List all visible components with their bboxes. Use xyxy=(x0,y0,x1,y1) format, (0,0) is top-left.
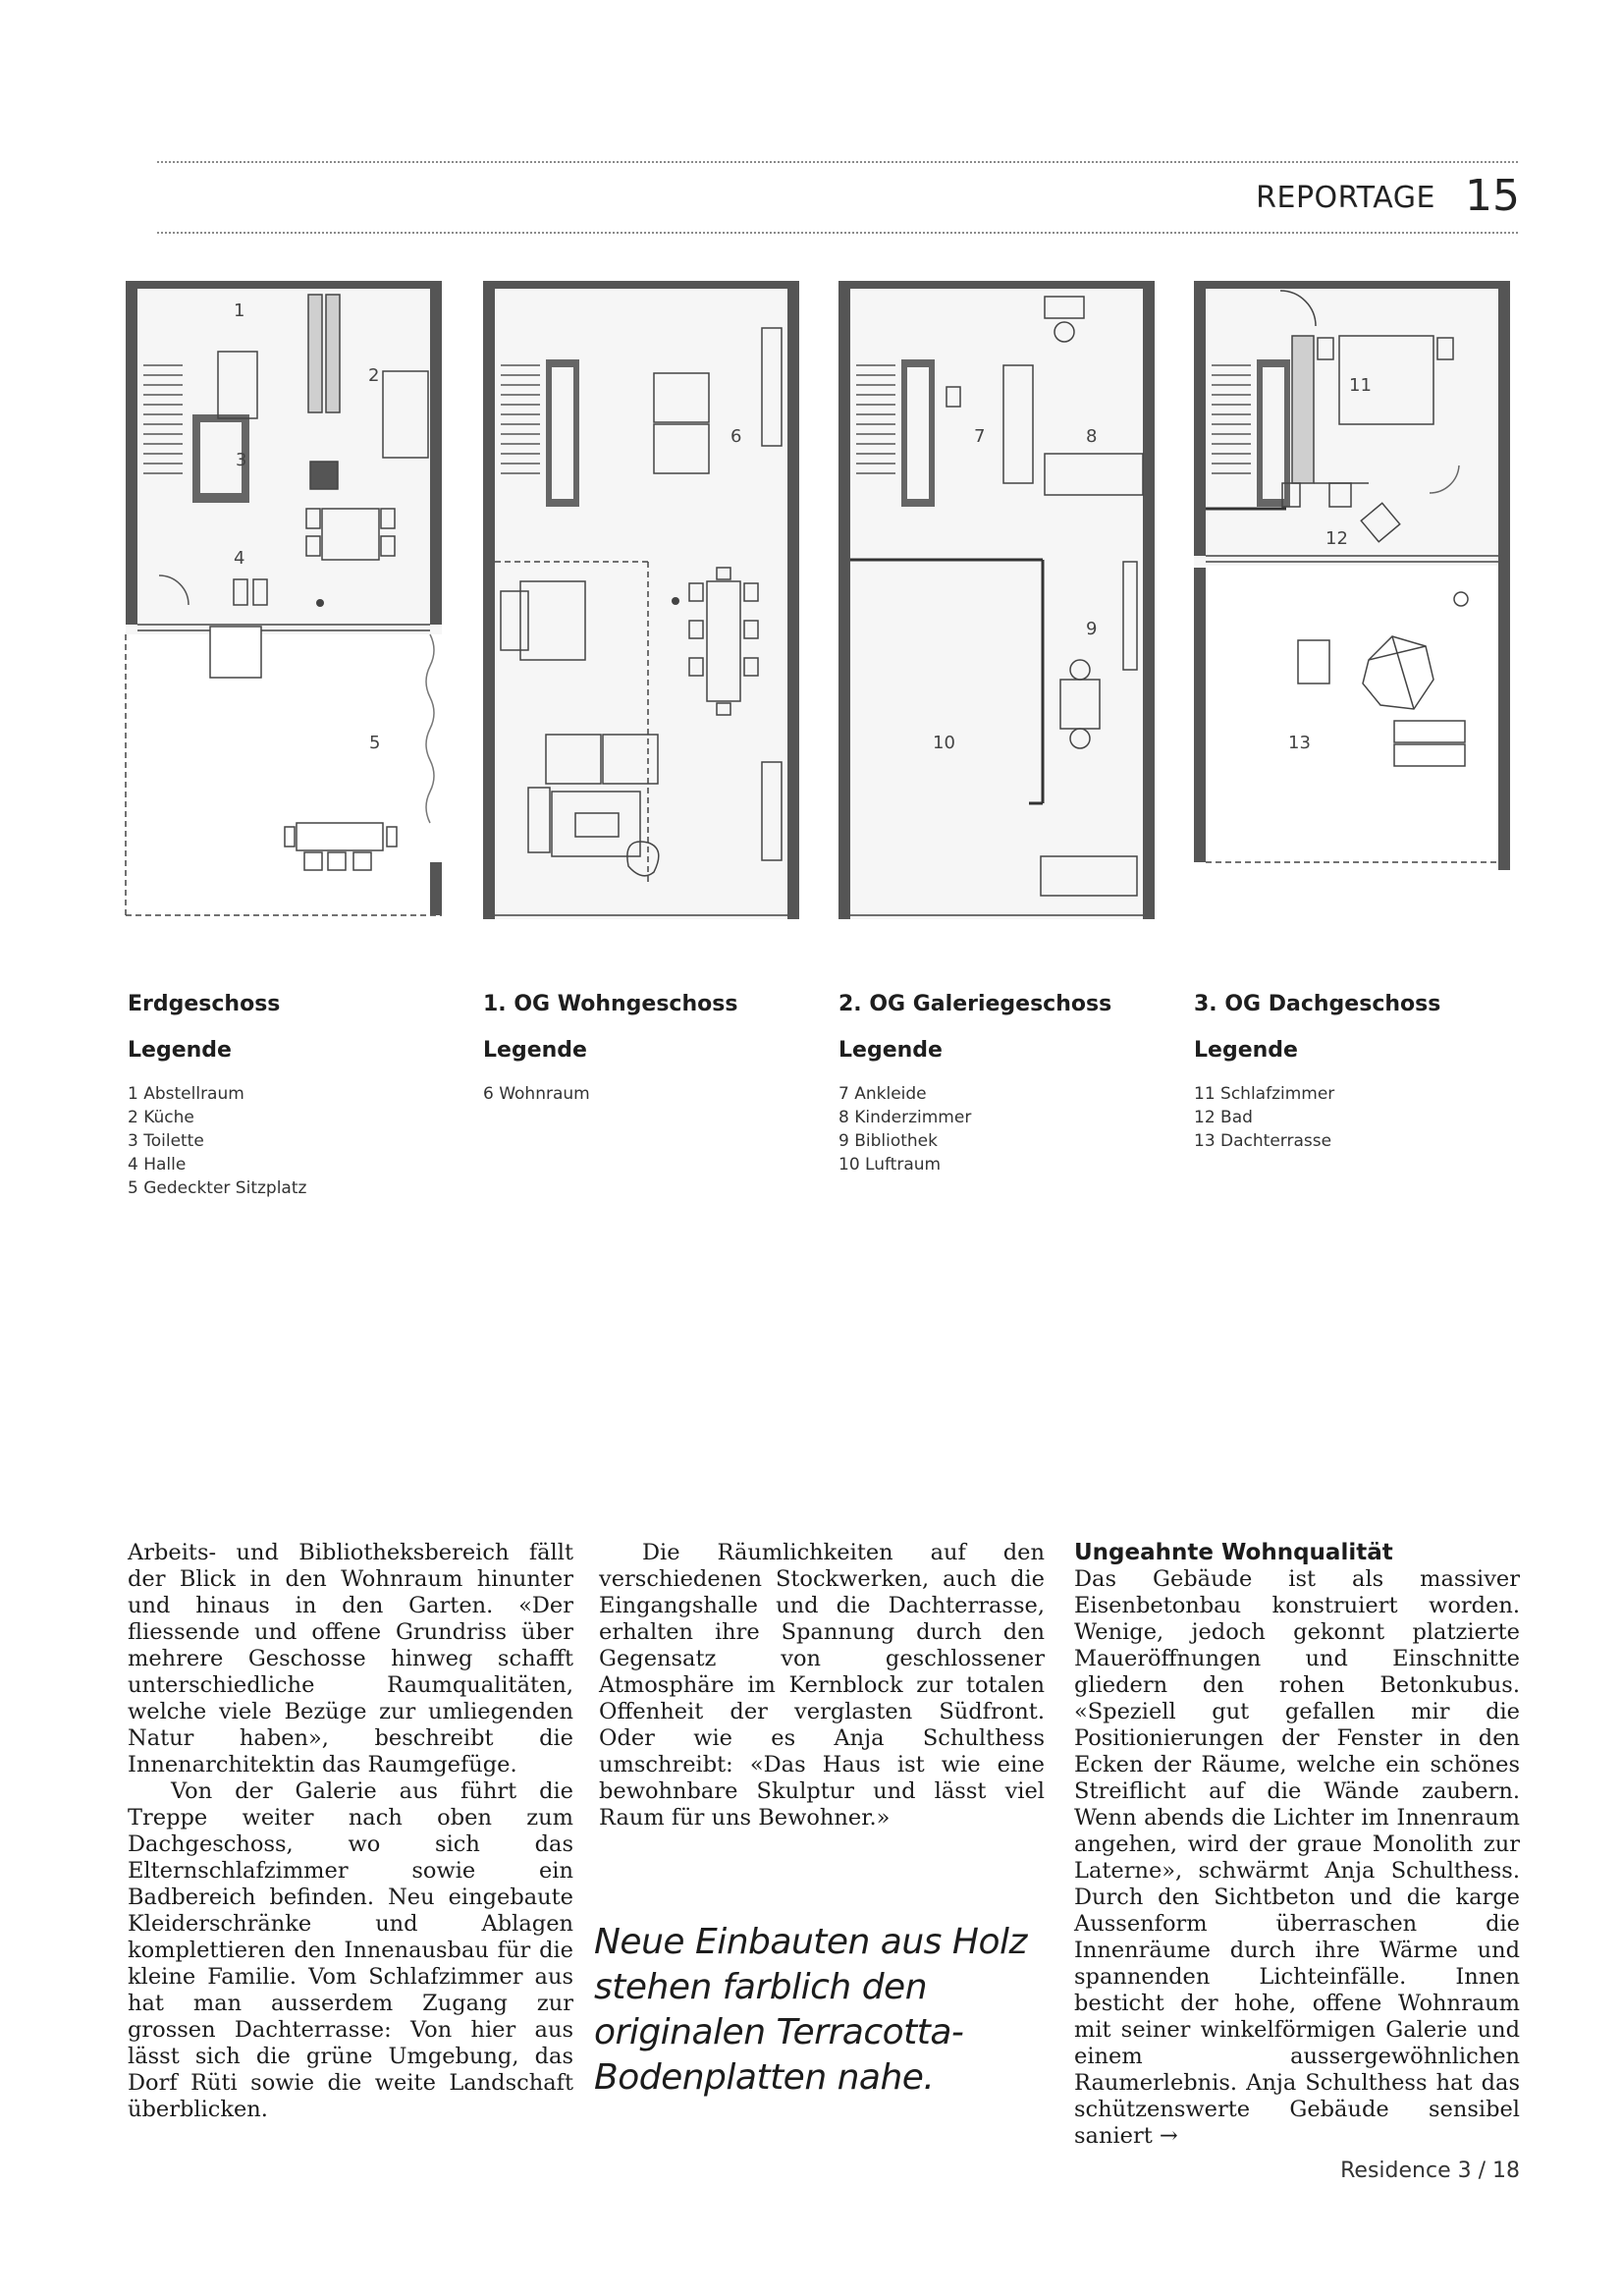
legend-list xyxy=(1194,1082,1488,1153)
article-column-3 xyxy=(1074,1540,1520,2150)
legend-item: 11 Schlafzimmer xyxy=(1194,1084,1335,1104)
caption-2-og xyxy=(838,992,1133,1176)
room-number: 13 xyxy=(1288,733,1311,753)
room-number: 1 xyxy=(234,301,245,321)
room-number: 12 xyxy=(1325,528,1348,549)
legend-item: 1 Abstellraum xyxy=(128,1084,244,1104)
room-number: 9 xyxy=(1086,619,1098,639)
article-paragraph: Das Gebäude ist als massiver Eisenbetonbau konstruiert worden. Wenige, jedoch gekonnt platzierte Maueröffnungen und Einschnitte gliedern den rohen Betonkubus. «Speziell gut gefallen mir die Positionierungen der Fenster in den Ecken der Räume, welche ein schönes Streiflicht auf die Wände zaubern. Wenn abends die Lichter im Innenraum angehen, wird der graue Monolith zur Laterne», schwärmt Anja Schulthess. Durch den Sichtbeton und die karge Aussenform überraschen die Innenräume durch ihre Wärme und spannenden Lichteinfälle. Innen besticht der hohe, offene Wohnraum mit seiner winkelförmigen Galerie und einem aussergewöhnlichen Raumerlebnis. Anja Schulthess hat das schützenswerte Gebäude sensibel saniert → xyxy=(1074,1566,1520,2149)
section-heading: Ungeahnte Wohnqualität xyxy=(1074,1540,1393,1565)
legend-item: 10 Luftraum xyxy=(838,1155,942,1175)
legend-item: 9 Bibliothek xyxy=(838,1131,938,1151)
article-column-1 xyxy=(128,1540,573,2123)
caption-1-og xyxy=(483,992,778,1106)
room-number: 11 xyxy=(1349,375,1372,396)
page-number: 15 xyxy=(1465,171,1520,221)
legend-heading: Legende xyxy=(128,1038,232,1063)
caption-3-og xyxy=(1194,992,1488,1153)
room-number: 2 xyxy=(368,365,380,386)
legend-heading: Legende xyxy=(483,1038,587,1063)
legend-item: 3 Toilette xyxy=(128,1131,204,1151)
room-number: 10 xyxy=(933,733,955,753)
floor-plan-3-og xyxy=(1192,277,1512,923)
legend-heading: Legende xyxy=(1194,1038,1298,1063)
plan-title: 1. OG Wohngeschoss xyxy=(483,992,738,1016)
floor-plan-2-og xyxy=(837,277,1157,923)
top-rule xyxy=(157,161,1518,163)
plan-title: Erdgeschoss xyxy=(128,992,281,1016)
room-number: 3 xyxy=(236,450,247,470)
room-number: 6 xyxy=(730,426,742,447)
legend-list xyxy=(838,1082,1133,1176)
legend-item: 7 Ankleide xyxy=(838,1084,927,1104)
section-label: REPORTAGE xyxy=(1256,181,1435,215)
legend-list xyxy=(128,1082,422,1200)
room-number: 8 xyxy=(1086,426,1098,447)
legend-item: 2 Küche xyxy=(128,1108,194,1127)
footer-issue-label: Residence 3 / 18 xyxy=(1340,2159,1520,2183)
room-number: 7 xyxy=(974,426,986,447)
article-paragraph: Von der Galerie aus führt die Treppe weiter nach oben zum Dachgeschoss, wo sich das Elternschlafzimmer sowie ein Badbereich befinden. Neu eingebaute Kleiderschränke und Ablagen komplettieren den Innenausbau für die kleine Familie. Vom Schlafzimmer aus hat man ausserdem Zugang zur grossen Dachterrasse: Von hier aus lässt sich die grüne Umgebung, das Dorf Rüti sowie die weite Landschaft überblicken. xyxy=(128,1778,573,2122)
plan-title: 2. OG Galeriegeschoss xyxy=(838,992,1112,1016)
plan-title: 3. OG Dachgeschoss xyxy=(1194,992,1441,1016)
legend-item: 8 Kinderzimmer xyxy=(838,1108,972,1127)
legend-item: 5 Gedeckter Sitzplatz xyxy=(128,1178,307,1198)
room-number: 5 xyxy=(369,733,381,753)
pull-quote: Neue Einbauten aus Holz stehen farblich den originalen Terracotta-Bodenplatten nahe. xyxy=(594,1922,1027,2098)
legend-heading: Legende xyxy=(838,1038,943,1063)
legend-item: 12 Bad xyxy=(1194,1108,1253,1127)
floor-plan-1-og xyxy=(481,277,801,923)
legend-item: 13 Dachterrasse xyxy=(1194,1131,1332,1151)
article-paragraph: Arbeits- und Bibliotheksbereich fällt der Blick in den Wohnraum hinunter und hinaus in den Garten. «Der fliessende und offene Grundriss über mehrere Geschosse hinweg schafft unterschiedliche Raumqualitäten, welche viele Bezüge zur umliegenden Natur haben», beschreibt die Innenarchitektin das Raumgefüge. xyxy=(128,1540,573,1777)
article-column-2 xyxy=(599,1540,1045,1831)
caption-erdgeschoss xyxy=(128,992,422,1200)
article-paragraph: Die Räumlichkeiten auf den verschiedenen Stockwerken, auch die Eingangshalle und die Dachterrasse, erhalten ihre Spannung durch den Gegensatz von geschlossener Atmosphäre im Kernblock zur totalen Offenheit der verglasten Südfront. Oder wie es Anja Schulthess umschreibt: «Das Haus ist wie eine bewohnbare Skulptur und lässt viel Raum für uns Bewohner.» xyxy=(599,1540,1045,1831)
legend-item: 6 Wohnraum xyxy=(483,1084,590,1104)
legend-item: 4 Halle xyxy=(128,1155,187,1175)
legend-list xyxy=(483,1082,778,1106)
room-number: 4 xyxy=(234,548,245,569)
header-rule xyxy=(157,232,1518,234)
floor-plan-erdgeschoss xyxy=(124,277,444,923)
